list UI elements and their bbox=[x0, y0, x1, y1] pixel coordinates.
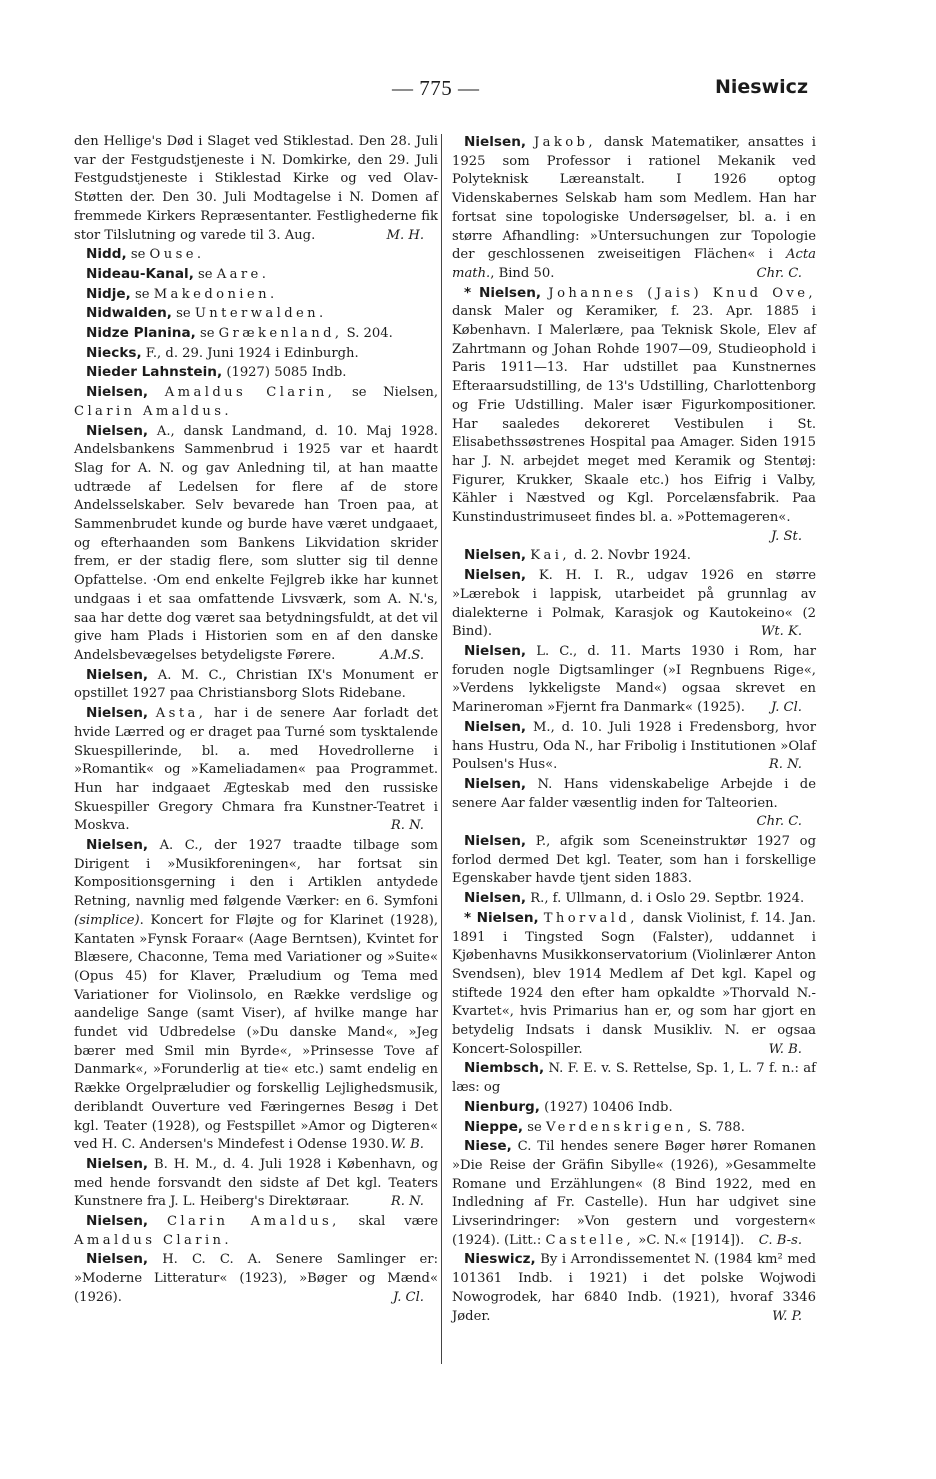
running-head: Nieswicz bbox=[715, 76, 808, 98]
entry-headword: Niecks, bbox=[86, 344, 142, 361]
entry-headword: Nielsen, bbox=[464, 775, 527, 792]
entry-headword: Nienburg, bbox=[464, 1098, 540, 1115]
entry-headword: Nielsen, bbox=[464, 642, 527, 659]
entry-text: d. 2. Novbr 1924. bbox=[569, 548, 691, 564]
entry bbox=[452, 546, 816, 566]
entry-text: den Hellige's Død i Slaget ved Stiklestad. Den 28. Juli var der Festgudstjeneste i N. Domkirke, den 29. Juli Festgudstjeneste i Stiklestad Kirke og ved Olav-Støtten der. Den 30. Juli Modtagelse i N. Domen af fremmede Kirkers Repræsentanter. Festlighederne fik stor Tilslutning og varede til 3. Aug. bbox=[74, 134, 438, 243]
entry-text: A. M. C., Christian IX's Monument er opstillet 1927 paa Christiansborg Slots Ridebane. bbox=[74, 667, 438, 702]
author-signature: C. B-s. bbox=[758, 1232, 802, 1248]
author-signature: R. N. bbox=[390, 1194, 424, 1210]
entry bbox=[74, 1212, 438, 1250]
entry-text: F., d. 29. Juni 1924 i Edinburgh. bbox=[141, 345, 359, 361]
entry bbox=[74, 324, 438, 344]
spaced-name: Johannes (Jais) Knud Ove, bbox=[548, 285, 816, 301]
entry bbox=[452, 1059, 816, 1097]
author-signature: R. N. bbox=[768, 757, 802, 773]
spaced-name: Makedonien. bbox=[153, 286, 278, 302]
right-column bbox=[452, 133, 816, 1326]
entry bbox=[74, 285, 438, 305]
entry-headword: Nieppe, bbox=[464, 1118, 524, 1135]
entry-text: P., afgik som Sceneinstruktør 1927 og forlod dermed Det kgl. Teater, som han i forskellige Egenskaber havde tjent siden 1883. bbox=[452, 834, 816, 887]
entry-headword: Nieswicz, bbox=[464, 1251, 536, 1268]
entry bbox=[452, 566, 816, 642]
author-signature: Chr. C. bbox=[756, 265, 802, 281]
entry-text: »C. N.« [1914]). bbox=[634, 1232, 745, 1248]
spaced-name: Verdenskrigen, bbox=[545, 1119, 695, 1135]
entry-headword: Nielsen, bbox=[86, 1155, 149, 1172]
author-signature: A.M.S. bbox=[379, 647, 424, 663]
italic-text: (simplice) bbox=[74, 912, 140, 928]
entry bbox=[74, 704, 438, 836]
entry bbox=[452, 832, 816, 889]
entry bbox=[74, 133, 438, 245]
entry bbox=[74, 363, 438, 383]
column-divider bbox=[441, 134, 442, 1364]
entry-text bbox=[526, 135, 534, 150]
entry-text: , Bind 50. bbox=[490, 265, 555, 281]
spaced-name: Grækenland, bbox=[218, 326, 343, 342]
entry bbox=[74, 1250, 438, 1307]
entry-headword: Nielsen, bbox=[86, 705, 149, 722]
entry-text bbox=[148, 1214, 167, 1229]
entry-text: dansk Maler og Keramiker, f. 23. Apr. 1885 i København. I Malerlære, paa Teknisk Skole, Elev af Zahrtmann og Johan Rohde 1907—09, Studieophold i Paris 1911—13. Har udstillet paa Kunstnernes Efteraarsudstilling, de 13's Udstilling, Charlottenborg og Frie Udstilling. Maler især Figurkompositioner. Har saaledes dekoreret Vestibulen i St. Elisabethssøstrenes Hospital paa Amager. Siden 1915 har J. N. arbejdet meget med Keramik og Stentøj: Figurer, Krukker, Skaale etc.) hos Eifrig i Valby, Kähler i Næstved og Kgl. Porcelænsfabrik. Paa Kunstindustrimuseet findes bl. a. »Pottemageren«. bbox=[452, 304, 816, 526]
entry-text bbox=[148, 385, 165, 400]
entry-text: N. F. E. v. S. Rettelse, Sp. 1, L. 7 f. n.: af læs: og bbox=[452, 1061, 816, 1096]
entry-headword: Nidd, bbox=[86, 246, 127, 263]
page-header bbox=[0, 76, 936, 106]
spaced-name: Amaldus Clarin. bbox=[74, 1232, 232, 1248]
entry bbox=[74, 666, 438, 704]
entry-text: S. 788. bbox=[694, 1119, 745, 1135]
entry bbox=[452, 284, 816, 547]
entry-text: dansk Violinist, f. 14. Jan. 1891 i Tingsted Sogn (Falster), uddannet i Kjøbenhavns Musikkonservatorium (Violinlærer Anton Svendsen), blev 1914 Medlem af Det kgl. Kapel og stiftede 1924 den efter ham opkaldte »Thorvald N.-Kvartet«, hvis Primarius han er, og som har gjort en betydelig Indsats i dansk Musikliv. N. er ogsaa Koncert-Solospiller. bbox=[452, 910, 816, 1057]
entry-text: (1927) 10406 Indb. bbox=[539, 1099, 673, 1115]
italic-text: Acta math. bbox=[452, 247, 816, 281]
author-signature: R. N. bbox=[390, 818, 424, 834]
entry-headword: Nielsen, bbox=[464, 547, 527, 564]
entry-text: M., d. 10. Juli 1928 i Fredensborg, hvor hans Hustru, Oda N., har Fribolig i Institutionen »Olaf Poulsen's Hus«. bbox=[452, 719, 816, 773]
entry-headword: Nielsen, bbox=[86, 1251, 149, 1268]
spaced-name: Unterwalden. bbox=[194, 306, 327, 322]
entry bbox=[452, 642, 816, 718]
entry bbox=[74, 836, 438, 1155]
spaced-name: Kai, bbox=[530, 548, 570, 564]
entry-headword: Nieder Lahnstein, bbox=[86, 364, 223, 381]
entry-headword: Nielsen, bbox=[86, 384, 149, 401]
left-column bbox=[74, 133, 438, 1308]
entry bbox=[74, 383, 438, 421]
author-signature: W. P. bbox=[772, 1308, 802, 1324]
entry-headword: Nielsen, bbox=[86, 422, 149, 439]
entry-text: har i de senere Aar forladt det hvide Lærred og er draget paa Turné som tysktalende Skuespillerinde, bl. a. med Hovedrollerne i »Romantik« og »Kameliadamen« paa Programmet. Hun har indgaaet Ægteskab med den russiske Skuespiller Gregory Chmara fra Kunstner-Teatret i Moskva. bbox=[74, 706, 438, 834]
entry bbox=[74, 245, 438, 265]
spaced-name: Clarin Amaldus, bbox=[166, 1214, 340, 1230]
entry bbox=[74, 265, 438, 285]
entry-text: se bbox=[523, 1119, 546, 1135]
entry-headword: * Nielsen, bbox=[464, 909, 539, 926]
entry bbox=[452, 1098, 816, 1118]
entry-text: se Nielsen, bbox=[335, 385, 439, 401]
entry-text: se bbox=[171, 306, 195, 322]
entry-headword: Nielsen, bbox=[86, 1213, 149, 1230]
author-signature: J. Cl. bbox=[392, 1289, 424, 1305]
entry-text: . Koncert for Fløjte og for Klarinet (1928), Kantaten »Fynsk Foraar« (Aage Berntsen), Kvintet for Blæsere, Chaconne, Tema med Variationer og »Suite« (Opus 45) for Klaver, Præludium og Tema med Variationer for Violinsolo, en Række verdslige og aandelige Sange (samt Viser), af hvilke mange har fundet vid Udbredelse (»Du danske Mand«, »Jeg bærer med Smil min Byrde«, »Prinsesse Tove af Danmark«, »Forunderlig at tie« etc.) samt endelig en Række Orgelpræludier og forskellig Lejlighedsmusik, deriblandt Ouverture ved Færingernes Besøg i Det kgl. Teater (1928), og Festspillet »Amor og Digteren« ved H. C. Andersen's Mindefest i Odense 1930. bbox=[74, 912, 438, 1153]
entry-text: se bbox=[126, 247, 150, 263]
entry bbox=[452, 909, 816, 1060]
entry-text: se bbox=[130, 286, 154, 302]
spaced-name: Thorvald, bbox=[543, 910, 638, 926]
entry-text bbox=[148, 706, 156, 721]
spaced-name: Amaldus Clarin, bbox=[164, 385, 336, 401]
entry-headword: Nielsen, bbox=[464, 833, 527, 850]
entry bbox=[452, 1137, 816, 1250]
entry bbox=[74, 344, 438, 364]
entry-headword: Nielsen, bbox=[464, 890, 527, 907]
page-number: — 775 — bbox=[392, 76, 480, 100]
entry bbox=[452, 889, 816, 909]
spaced-name: Clarin Amaldus. bbox=[74, 403, 232, 419]
entry bbox=[452, 1118, 816, 1138]
spaced-name: Castelle, bbox=[545, 1232, 635, 1248]
entry-text: skal være bbox=[339, 1214, 439, 1230]
entry bbox=[74, 422, 438, 666]
entry-headword: Nidwalden, bbox=[86, 305, 172, 322]
entry-headword: Nidze Planina, bbox=[86, 325, 196, 342]
entry bbox=[452, 775, 816, 832]
entry-text: N. Hans videnskabelige Arbejde i de senere Aar falder væsentlig inden for Talteorien. bbox=[452, 776, 816, 811]
spaced-name: Asta, bbox=[155, 706, 207, 722]
entry-text: R., f. Ullmann, d. i Oslo 29. Septbr. 1924. bbox=[526, 891, 805, 907]
entry-headword: Nielsen, bbox=[86, 837, 149, 854]
author-signature: Chr. C. bbox=[756, 814, 802, 830]
author-signature: W. B. bbox=[390, 1137, 424, 1153]
entry-text: C. Til hendes senere Bøger hører Romanen »Die Reise der Gräfin Sibylle« (1926), »Gesammelte Romane und Erzählungen« (8 Bind 1922, med en Indledning af Fr. Castelle). Hun har udgivet sine Livserindringer: »Von gestern und vorgestern« (1924). (Litt.: bbox=[452, 1139, 816, 1248]
entry-headword: Nielsen, bbox=[86, 666, 149, 683]
entry-text: L. C., d. 11. Marts 1930 i Rom, har foruden nogle Digtsamlinger (»I Regnbuens Rige«, »Verdens lykkeligste Mand«) ogsaa skrevet en Marineroman »Fjernt fra Danmark« (1925). bbox=[452, 643, 816, 716]
entry-text: K. H. I. R., udgav 1926 en større »Lærebok i lappisk, utarbeidet på grunnlag av dialekterne i Polmak, Karasjok og Kautokeino« (2 Bind). bbox=[452, 568, 816, 640]
entry-text: se bbox=[195, 326, 219, 342]
spaced-name: Jakob, bbox=[533, 135, 596, 150]
entry-text: A., dansk Landmand, d. 10. Maj 1928. Andelsbankens Sammenbrud i 1925 var et haardt Slag for A. N. og gav Anledning til, at han maatte udtræde af Ledelsen for flere af de store Andelsselskaber. Selv bevarede han Troen paa, at Sammenbrudet kunde og burde have været undgaaet, og efterhaanden som Bankens Likvidation skrider frem, er der stadig flere, som slutter sig til denne Opfattelse. ·Om end enkelte Fejlgreb ikke har kunnet undgaas i et saa omfattende Livsværk, som A. N.'s, saa har dette dog været saa betydningsfuldt, at det vil give ham Plads i Historien som en af den danske Andelsbevægelses betydeligste Førere. bbox=[74, 423, 438, 663]
entry bbox=[452, 1250, 816, 1326]
entry-text: A. C., der 1927 traadte tilbage som Dirigent i »Musikforeningen«, har fortsat sin Kompositionsgerning i den i Artiklen antydede Retning, navnlig med følgende Værker: en 6. Symfoni bbox=[74, 838, 438, 910]
entry-headword: Nielsen, bbox=[464, 718, 527, 735]
author-signature: J. St. bbox=[770, 528, 802, 544]
entry-headword: Nielsen, bbox=[464, 134, 527, 150]
author-signature: M. H. bbox=[386, 227, 424, 243]
author-signature: J. Cl. bbox=[770, 700, 802, 716]
spaced-name: Ouse. bbox=[149, 247, 205, 263]
entry-headword: Nielsen, bbox=[464, 567, 527, 584]
entry-text: S. 204. bbox=[342, 326, 393, 342]
entry-headword: * Nielsen, bbox=[464, 284, 542, 301]
entry-headword: Nidje, bbox=[86, 285, 131, 302]
spaced-name: Aare. bbox=[216, 266, 270, 282]
entry bbox=[452, 133, 816, 284]
entry-headword: Niembsch, bbox=[464, 1060, 545, 1077]
entry bbox=[74, 1155, 438, 1212]
entry-text: se bbox=[193, 266, 217, 282]
entry-text: dansk Matematiker, ansattes i 1925 som Professor i rationel Mekanik ved Polyteknisk Læreanstalt. I 1926 optog Videnskabernes Selskab ham som Medlem. Han har fortsat sine topologiske Undersøgelser, bl. a. i en større Afhandling: »Untersuchungen zur Topologie der geschlossenen zweiseitigen Flächen« i bbox=[452, 135, 816, 263]
entry bbox=[74, 304, 438, 324]
entry-text: (1927) 5085 Indb. bbox=[222, 365, 347, 381]
author-signature: W. B. bbox=[768, 1041, 802, 1057]
entry-text: By i Arrondissementet N. (1984 km² med 101361 Indb. i 1921) i det polske Wojwodi Nowogrodek, har 6840 Indb. (1921), hvoraf 3346 Jøder. bbox=[452, 1252, 816, 1324]
entry-headword: Nideau-Kanal, bbox=[86, 265, 194, 282]
entry-text: B. H. M., d. 4. Juli 1928 i København, og med hende forsvandt den sidste af Det kgl. Teaters Kunstnere fra J. L. Heiberg's Direktøraar. bbox=[74, 1156, 438, 1210]
author-signature: Wt. K. bbox=[760, 624, 802, 640]
entry bbox=[452, 718, 816, 775]
entry-headword: Niese, bbox=[464, 1138, 512, 1155]
entry-text: H. C. C. A. Senere Samlinger er: »Moderne Litteratur« (1923), »Bøger og Mænd« (1926). bbox=[74, 1252, 438, 1305]
